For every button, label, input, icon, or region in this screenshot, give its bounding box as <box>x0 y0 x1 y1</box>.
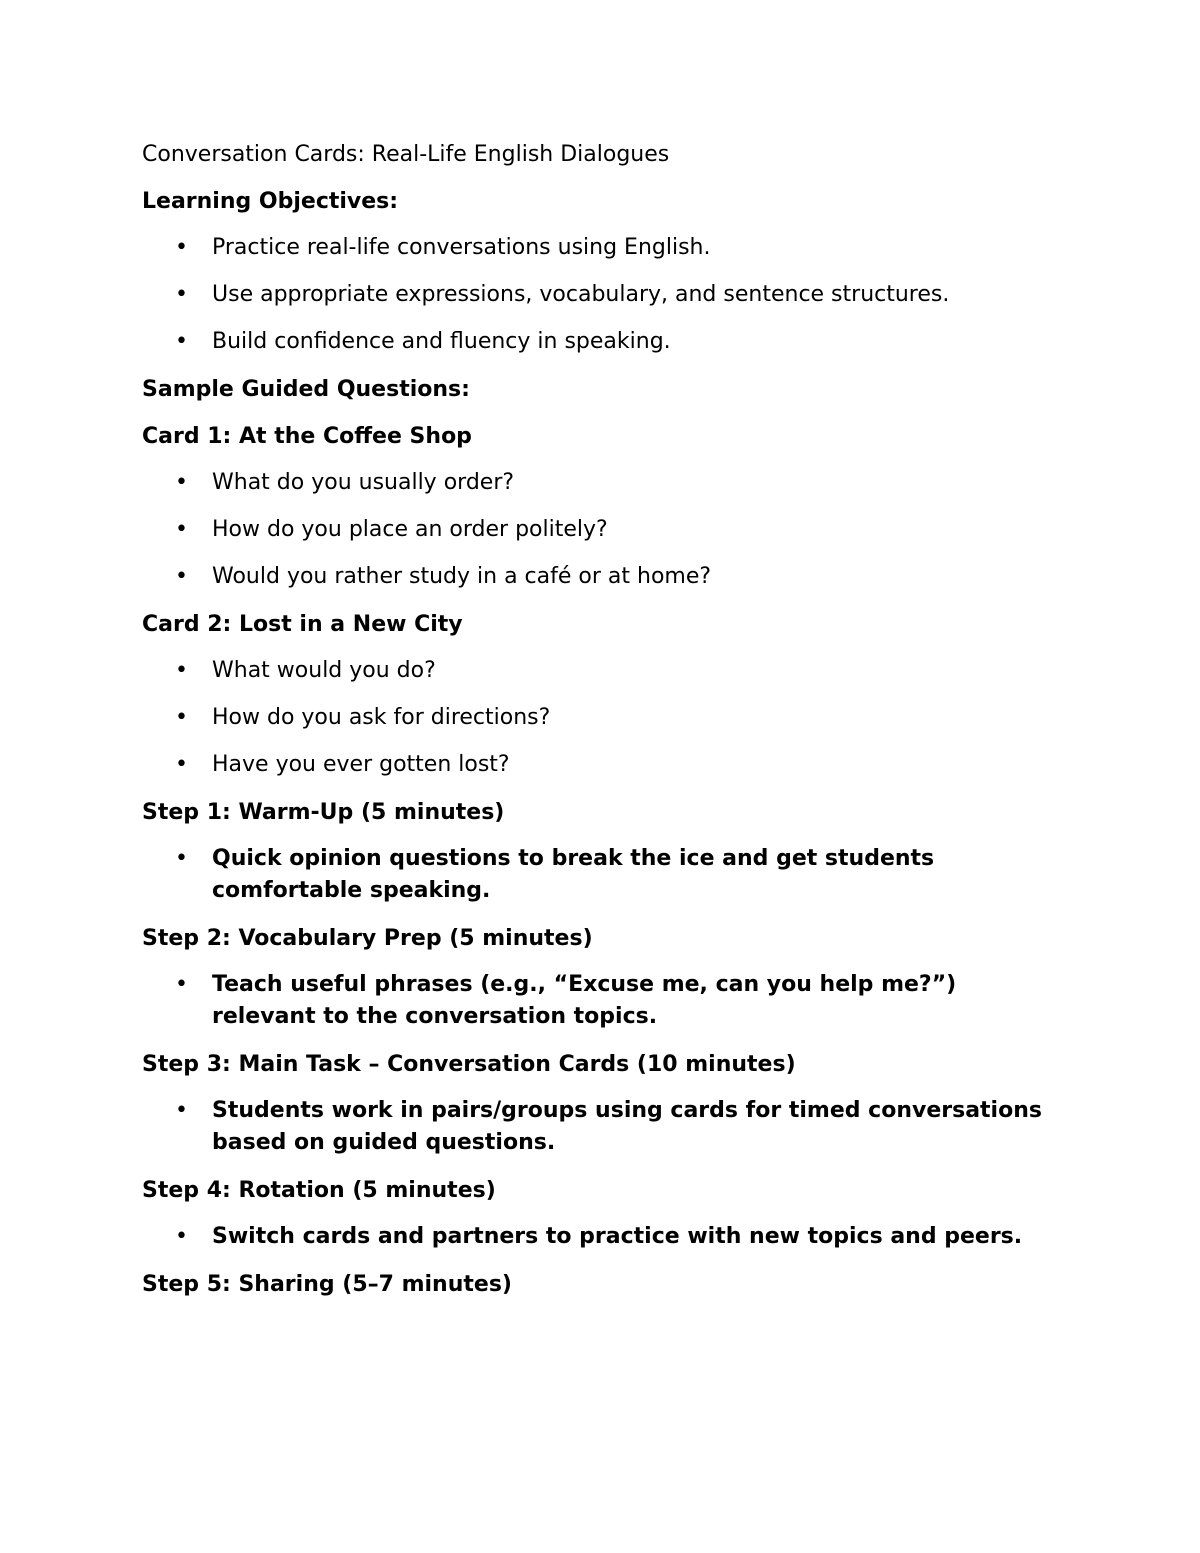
list-item: • Have you ever gotten lost? <box>142 749 1042 781</box>
list-item: • Would you rather study in a café or at home? <box>142 561 1042 593</box>
section-heading-learning-objectives: Learning Objectives: <box>142 189 399 214</box>
section-heading-card-1: Card 1: At the Coffee Shop <box>142 424 472 449</box>
bullet-icon: • <box>175 470 188 495</box>
bullet-icon: • <box>175 752 188 777</box>
list-item: • Practice real-life conversations using English. <box>142 232 1042 264</box>
bullet-icon: • <box>175 1224 188 1249</box>
step-1-list <box>142 843 1042 907</box>
section-heading-card-2: Card 2: Lost in a New City <box>142 612 463 637</box>
document-title: Conversation Cards: Real-Life English Dialogues <box>142 142 670 167</box>
bullet-icon: • <box>175 564 188 589</box>
list-item: • Switch cards and partners to practice with new topics and peers. <box>142 1221 1042 1253</box>
list-item: • How do you ask for directions? <box>142 702 1042 734</box>
document-page <box>142 138 1042 1315</box>
list-item: • Teach useful phrases (e.g., “Excuse me, can you help me?”) relevant to the conversation topics. <box>142 969 1042 1033</box>
step-2-list <box>142 969 1042 1033</box>
step-4-list <box>142 1221 1042 1253</box>
bullet-icon: • <box>175 517 188 542</box>
section-heading-step-5: Step 5: Sharing (5–7 minutes) <box>142 1272 512 1297</box>
bullet-icon: • <box>175 1098 188 1123</box>
card-2-list <box>142 655 1042 781</box>
list-item: • Build confidence and fluency in speaking. <box>142 326 1042 358</box>
list-item: • Students work in pairs/groups using cards for timed conversations based on guided questions. <box>142 1095 1042 1159</box>
list-item: • How do you place an order politely? <box>142 514 1042 546</box>
list-item: • Quick opinion questions to break the ice and get students comfortable speaking. <box>142 843 1042 907</box>
bullet-icon: • <box>175 972 188 997</box>
section-heading-step-1: Step 1: Warm-Up (5 minutes) <box>142 800 505 825</box>
section-heading-step-2: Step 2: Vocabulary Prep (5 minutes) <box>142 926 593 951</box>
card-1-list <box>142 467 1042 593</box>
bullet-icon: • <box>175 329 188 354</box>
bullet-icon: • <box>175 846 188 871</box>
bullet-icon: • <box>175 658 188 683</box>
bullet-icon: • <box>175 705 188 730</box>
section-heading-step-3: Step 3: Main Task – Conversation Cards (10 minutes) <box>142 1052 796 1077</box>
learning-objectives-list <box>142 232 1042 358</box>
bullet-icon: • <box>175 235 188 260</box>
list-item: • What do you usually order? <box>142 467 1042 499</box>
section-heading-sample-questions: Sample Guided Questions: <box>142 377 470 402</box>
section-heading-step-4: Step 4: Rotation (5 minutes) <box>142 1178 496 1203</box>
bullet-icon: • <box>175 282 188 307</box>
step-3-list <box>142 1095 1042 1159</box>
list-item: • Use appropriate expressions, vocabulary, and sentence structures. <box>142 279 1042 311</box>
list-item: • What would you do? <box>142 655 1042 687</box>
